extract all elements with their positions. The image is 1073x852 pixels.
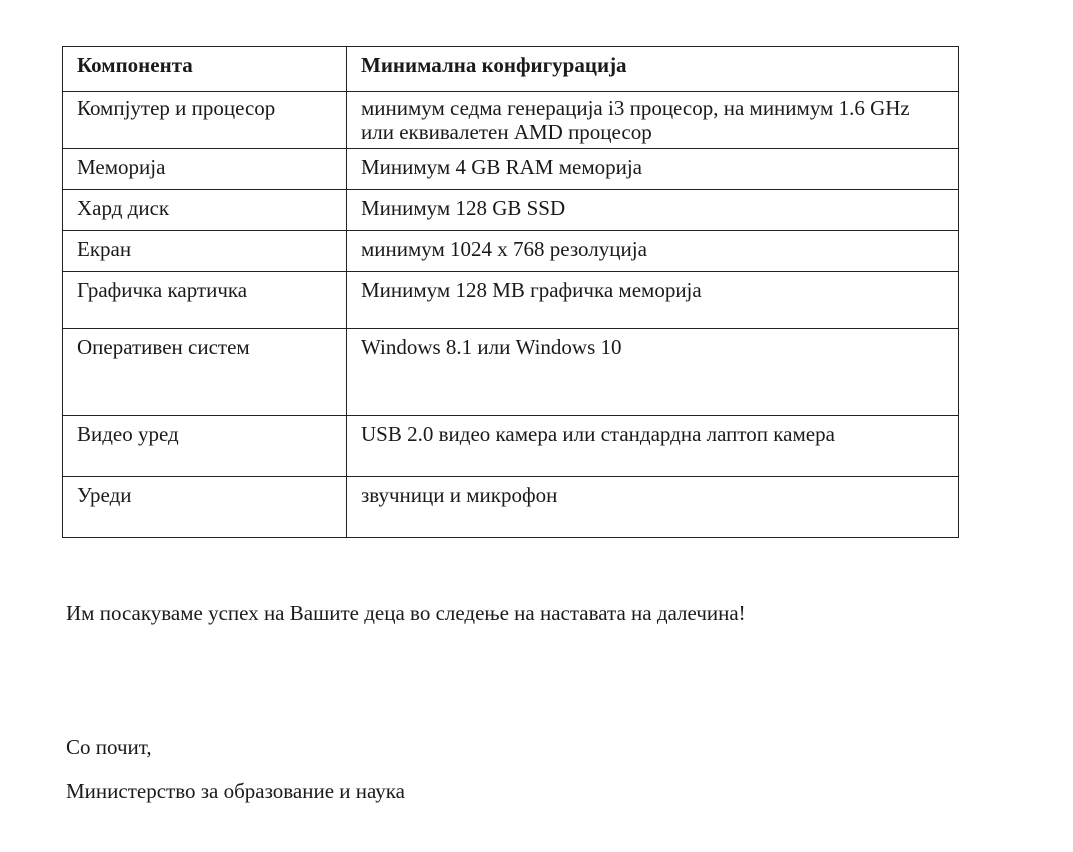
regards-text: Со почит, <box>66 735 152 759</box>
component-cell: Графичка картичка <box>63 272 347 329</box>
table-row <box>63 149 959 190</box>
config-cell: USB 2.0 видео камера или стандардна лаптоп камера <box>347 416 959 477</box>
header-min-config: Минимална конфигурација <box>347 47 959 92</box>
table-header-row <box>63 47 959 92</box>
table-row <box>63 190 959 231</box>
component-cell: Екран <box>63 231 347 272</box>
closing-wish-text: Им посакуваме успех на Вашите деца во следење на наставата на далечина! <box>66 601 746 625</box>
table-row <box>63 272 959 329</box>
table-row <box>63 92 959 149</box>
table-row <box>63 329 959 416</box>
component-cell: Меморија <box>63 149 347 190</box>
header-component: Компонента <box>63 47 347 92</box>
requirements-table <box>62 46 959 538</box>
signature-text: Министерство за образование и наука <box>66 779 405 803</box>
table-row <box>63 231 959 272</box>
table-row <box>63 477 959 538</box>
component-cell: Оперативен систем <box>63 329 347 416</box>
component-cell: Компјутер и процесор <box>63 92 347 149</box>
component-cell: Уреди <box>63 477 347 538</box>
config-cell: Минимум 4 GB RAM меморија <box>347 149 959 190</box>
table-row <box>63 416 959 477</box>
config-cell: минимум 1024 x 768 резолуција <box>347 231 959 272</box>
component-cell: Видео уред <box>63 416 347 477</box>
component-cell: Хард диск <box>63 190 347 231</box>
config-cell: звучници и микрофон <box>347 477 959 538</box>
config-cell: Минимум 128 GB SSD <box>347 190 959 231</box>
config-cell: Минимум 128 MB графичка меморија <box>347 272 959 329</box>
config-cell: минимум седма генерација i3 процесор, на минимум 1.6 GHz или еквивалетен AMD процесор <box>347 92 959 149</box>
config-cell: Windows 8.1 или Windows 10 <box>347 329 959 416</box>
